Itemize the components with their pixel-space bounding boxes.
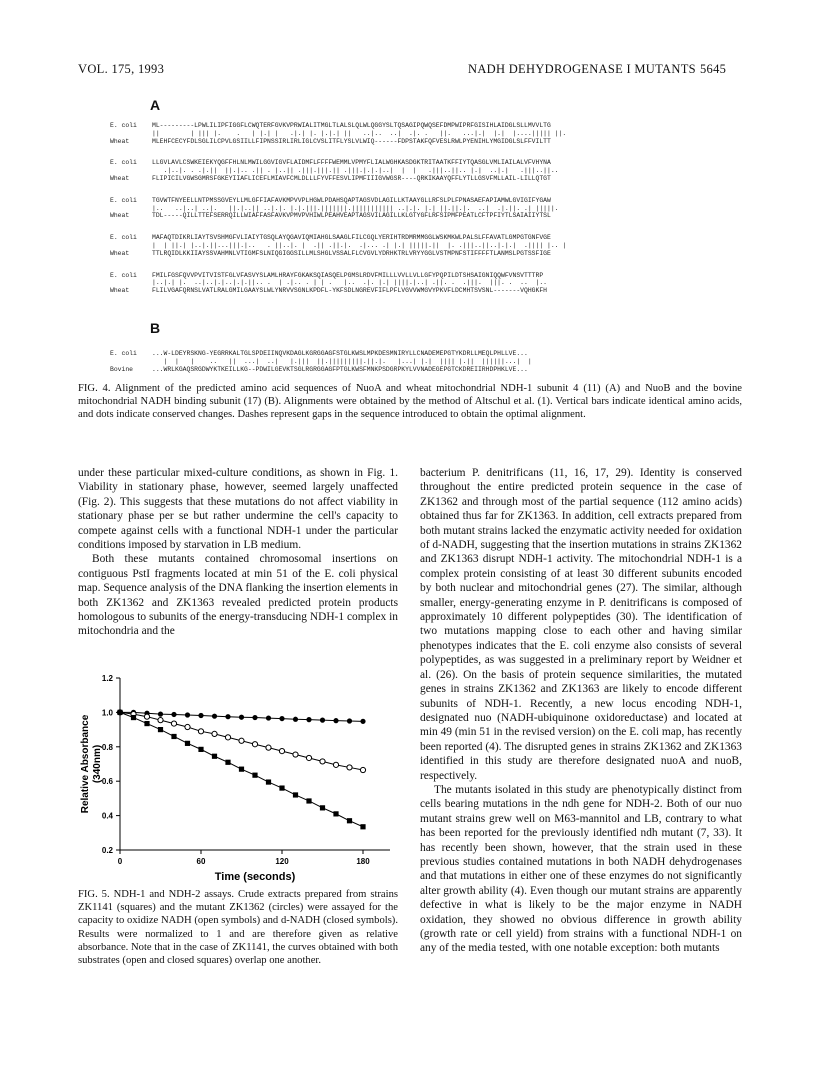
ecoli-sequence-row: E. coli LLGVLAVLCSWKEIEKYQGFFHLNLMWILGGVIGVFLAIDMFLFFFFWEMMLVPMYFLIALWGHKASDGKTRITAATKFFIYTQASGLVMLIAILALVFVHYNA (110, 159, 551, 167)
right-column-text (420, 466, 742, 956)
x-tick-label: 180 (356, 857, 370, 866)
data-point-filled-circle (158, 712, 163, 717)
data-point-filled-circle (347, 718, 352, 723)
data-point-open-circle (144, 714, 149, 719)
data-point-filled-circle (225, 714, 230, 719)
data-point-open-circle (239, 738, 244, 743)
data-point-filled-square (225, 760, 230, 765)
data-point-filled-square (252, 773, 257, 778)
running-header-title: NADH DEHYDROGENASE I MUTANTS (468, 62, 696, 76)
data-point-filled-square (293, 792, 298, 797)
wheat-sequence-row: Wheat FLILVGAFQRNSLVATLRALGMILGAAYSLWLYNRVVSGNLKPDFL-YKFSDLNGREVFIFLPFLVGVVWMGVYPKVFLDCMHTSVSNL-------VQHGKFH (110, 287, 548, 295)
data-point-open-circle (266, 745, 271, 750)
right-paragraph-2: The mutants isolated in this study are phenotypically distinct from cells bearing mutations in the ndh gene for NDH-2. Both of our nuo mutant strains grew well on M63-mannitol and LB, contrary to what has been reported for the previously identified ndh mutant (7, 33). It has recently been shown, however, that the strain used in these previous studies contained mutations in both NADH dehydrogenases and that mutations in either one of these enzymes do not significantly alter growth ability (4). Even though our mutant strains are apparently defective in what is likely to be the major enzyme in NADH oxidation, they showed no obvious difference in growth ability (growth rate or cell yield) from strains with a functional NDH-1 on any of the media tested, with one notable exception: both mutants (420, 783, 742, 955)
data-point-open-circle (225, 735, 230, 740)
y-axis-label: Relative Absorbance (80, 714, 91, 814)
fig4-alignment-a (110, 122, 566, 309)
data-point-open-circle (185, 724, 190, 729)
right-paragraph-1: bacterium P. denitrificans (11, 16, 17, 29). Identity is conserved throughout the entire predicted protein sequence in the case of ZK1362 and through most of the partial sequence (112 amino acids) obtained thus far for ZK1363. In addition, cell extracts prepared from both mutant strains lacked the enzymatic activity needed for oxidation of d-NADH, suggesting that the insertion mutations in strains ZK1362 and ZK1363 disrupt NDH-1 activity. The mitochondrial NDH-1 is a complex protein consisting of at least 30 different subunits encoded by both nuclear and mitochondrial genes (27). The similar, although smaller, energy-generating enzyme in P. denitrificans is composed of approximately 10 different polypeptides (30). The identification of two mutations mapping close to each other and having similar phenotypes indicates that the E. coli enzyme also consists of several polypeptides, as was suggested in a preliminary report by Weidner et al. (26). On the basis of protein sequence similarities, the mutated genes in strains ZK1362 and ZK1363 are likely to encode different subunits of NDH-1. Recently, a new locus encoding NDH-1, designated nuo (NADH-ubiquinone oxidoreductase) and located at min 49 (min 51 in the revised version) on the E. coli map, has recently been reported (4). The disrupted genes in strains ZK1362 and ZK1363 identified in this study are therefore designated nuoA and nuoB, respectively. (420, 467, 742, 782)
data-point-open-circle (252, 742, 257, 747)
data-point-filled-circle (171, 712, 176, 717)
data-point-open-circle (347, 765, 352, 770)
data-point-open-circle (158, 718, 163, 723)
data-point-filled-circle (279, 716, 284, 721)
x-tick-label: 0 (117, 857, 123, 866)
y-tick-label: 0.8 (101, 742, 113, 752)
data-point-filled-circle (252, 715, 257, 720)
wheat-sequence-row: Wheat MLEHFCECYFDLSGLILCPVLGSIILLFIPNSSIRLIRLIGLCVSLITFLYSLVLWIQ------FDPSTAKFQFVESLRWLPYENIHLYMGIDGLSLFFVILTT (110, 137, 551, 145)
data-point-open-circle (320, 759, 325, 764)
x-axis-label: Time (seconds) (214, 871, 296, 883)
fig4-panel-b-label: B (150, 320, 161, 336)
fig4-panel-a-label: A (150, 97, 161, 113)
left-column-text (78, 466, 398, 639)
left-paragraph-1: under these particular mixed-culture conditions, as shown in Fig. 1. Viability in stationary phase, however, seemed largely unaffected (Fig. 2). This suggests that these mutations do not affect viability in stationary phase per se but rather undermine the cell's capacity to compete against cells with a functional NDH-1 under the particular conditions imposed by starvation in LB medium. (78, 467, 398, 552)
data-point-open-circle (306, 755, 311, 760)
data-point-open-circle (198, 729, 203, 734)
alignment-block (110, 350, 532, 373)
data-point-filled-square (171, 734, 176, 739)
y-axis-label-unit: (340nm) (92, 744, 103, 784)
y-tick-label: 0.2 (101, 846, 113, 855)
match-row: | | ||.| |..|.||...|||.|.. . ||..|. | .|| .||.|. .|... .| |.| |||||.|| |. .|||..||..|.|.| .|||| |.. | (152, 241, 567, 249)
data-point-filled-square (279, 785, 284, 790)
data-point-filled-square (198, 747, 203, 752)
data-point-filled-square (360, 824, 365, 829)
data-point-filled-circle (293, 717, 298, 722)
wheat-sequence-row: Wheat TDL-----QILLTTEFSERRQILLWIAFFASFAVKVPMVPVHIWLPEAHVEAPTAGSVILAGILLKLGTYGFLRFSIPMFPEATLCFTPFIYTLSAIAIIYTSL (110, 212, 551, 220)
alignment-block (110, 122, 566, 145)
alignment-block (110, 272, 566, 295)
data-point-filled-circle (320, 718, 325, 723)
left-paragraph-2: Both these mutants contained chromosomal insertions on contiguous PstI fragments located at min 51 of the E. coli physical map. Sequence analysis of the DNA flanking the insertion elements in both ZK1362 and ZK1363 revealed predicted protein products homologous to subunits of the energy-transducing NDH-1 complex in mitochondria and the (78, 553, 398, 638)
data-point-open-circle (360, 767, 365, 772)
data-point-filled-circle (333, 718, 338, 723)
data-point-filled-square (185, 741, 190, 746)
data-point-filled-square (320, 805, 325, 810)
fig4-alignment-b (110, 350, 532, 373)
data-point-filled-circle (198, 713, 203, 718)
alignment-block (110, 197, 566, 220)
data-point-open-circle (171, 721, 176, 726)
data-point-filled-square (333, 811, 338, 816)
ecoli-sequence-row: E. coli ...W-LDEYRSKNG-YEGRRKALTGLSPDEIINQVKDAGLKGRGGAGFSTGLKWSLMPKDESMNIRYLLCNADEMEPGTYKDRLLMEQLPHLLVE... (110, 350, 528, 357)
y-tick-label: 1.0 (101, 708, 113, 718)
data-point-filled-square (306, 798, 311, 803)
data-point-filled-circle (266, 715, 271, 720)
data-point-open-circle (333, 762, 338, 767)
match-row: |.. ..|..| ..|. ||.|..|| ..|.|. |.|.|||.|||||||.||||||||||| ..|.|. |.| ||.||.|. ..| .|.||. .| |||||. (152, 204, 559, 212)
data-point-filled-square (347, 818, 352, 823)
ecoli-sequence-row: E. coli TGVWTFNYEELLNTPMSSGVEYLLMLGFFIAFAVKMPVVPLHGWLPDAHSQAPTAGSVDLAGILLKTAAYGLLRFSLPLFPNASAEFAPIAMWLGVIGIFYGAW (110, 196, 551, 204)
ecoli-sequence-row: E. coli ML---------LPWLILIPFIGGFLCWQTERFGVKVPRWIALITMGLTLALSLQLWLQGGYSLTQSAGIPQWQSEFDMPWIPRFGISIHLAIDGLSLLMVVLTG (110, 122, 551, 129)
y-tick-label: 0.6 (101, 777, 113, 787)
alignment-block (110, 234, 566, 257)
y-tick-label: 1.2 (101, 674, 113, 683)
data-point-filled-square (131, 715, 136, 720)
fig5-caption: FIG. 5. NDH-1 and NDH-2 assays. Crude extracts prepared from strains ZK1141 (squares) and the mutant ZK1362 (circles) were assayed for the capacity to oxidize NADH (open symbols) and d-NADH (closed symbols). Results were normalized to 1 and are therefore given as relative absorbance. Note that in the case of ZK1141, the curves obtained with both substrates (open and closed squares) overlap one another. (78, 889, 398, 967)
running-header-volume: VOL. 175, 1993 (78, 62, 165, 76)
data-point-open-circle (279, 749, 284, 754)
y-tick-label: 0.4 (101, 811, 113, 821)
data-point-filled-square (212, 754, 217, 759)
match-row: |..|.| |. ..|..|.|..|.|.||.. . | .|.. . | | . |.. .|. |.| ||||.|..| .||. . .|||. |||. . .. |.. (152, 279, 551, 287)
match-row: | | | .. || ...| ..| |.||| ||.|||||||||.||.|. |...| |.| |||| |.|| ||||||...| | (152, 357, 532, 365)
data-point-filled-circle (212, 714, 217, 719)
ecoli-sequence-row: E. coli FMILFGSFQVVPVITVISTFGLVFASVYSLAMLHRAYFGKAKSQIASQELPGMSLRDVFMILLLVVLLVLLGFYPQPILDTSHSAIGNIQQWFVNSVTTTRP (110, 271, 544, 279)
match-row: .|..|. . .|.|| ||.|.. .|| . |..|| .|||.|||.|| .|||.|.|.|..| | | .|||..||.. |.| ..|.| .|||..||.. (152, 167, 559, 175)
data-point-filled-circle (360, 719, 365, 724)
data-point-filled-square (144, 721, 149, 726)
bovine-sequence-row: Bovine ...WRLKGAQSRGDWYKTKEILLKG--PDWILGEVKTSGLRGRGGAGFPTGLKWSFMNKPSDGRPKYLVVNADEGEPGTCKDREIIRHDPHKLVE... (110, 365, 528, 373)
wheat-sequence-row: Wheat TTLRQIDLKKIIAYSSVAHMNLVTIGMFSLNIQGIGGSILLMLSHGLVSSALFLCVGVLYDRHKTRLVRYYGGLVSTMPNFSTIFFFFTLANMSLPGTSSFIGE (110, 249, 551, 257)
data-point-filled-circle (239, 715, 244, 720)
data-point-open-circle (212, 731, 217, 736)
data-point-filled-square (117, 710, 122, 715)
fig5-chart (74, 672, 394, 884)
data-point-filled-circle (185, 712, 190, 717)
match-row: || | ||| |. . | |.| | .|.| |. |.|.| || ..|.. ..| .|. . ||. ...|.| |.| |....||||| ||. (152, 129, 567, 137)
data-point-filled-square (158, 727, 163, 732)
data-point-filled-square (266, 779, 271, 784)
x-tick-label: 120 (275, 857, 289, 866)
x-tick-label: 60 (196, 857, 206, 866)
data-point-open-circle (293, 752, 298, 757)
data-point-filled-circle (306, 717, 311, 722)
alignment-block (110, 159, 566, 182)
wheat-sequence-row: Wheat FLIPICILVGWSGMRSFGKEYIIAFLICEFLMIAVFCMLDLLLFYVFFESVLIPMFIIIGVWGSR----QRKIKAAYQFFLYTLLGSVFMLLAIL-LILLQTGT (110, 174, 551, 182)
fig4-caption: FIG. 4. Alignment of the predicted amino acid sequences of NuoA and wheat mitochondrial NDH-1 subunit 4 (11) (A) and NuoB and the bovine mitochondrial NADH binding subunit (17) (B). Alignments were obtained by the method of Altschul et al. (1). Vertical bars indicate identical amino acids, and dots indicate conserved changes. Dashes represent gaps in the sequence introduced to obtain the optimal alignment. (78, 383, 742, 421)
data-point-filled-square (239, 767, 244, 772)
running-header-page: 5645 (700, 62, 727, 76)
ecoli-sequence-row: E. coli MAFAQTDIKRLIAYTSVSHMGFVLIAIYTGSQLAYQGAVIQMIAHGLSAAGLFILCGQLYERIHTRDMRMMGGLWSKMKWLPALSLFFAVATLGMPGTGNFVGE (110, 234, 551, 242)
